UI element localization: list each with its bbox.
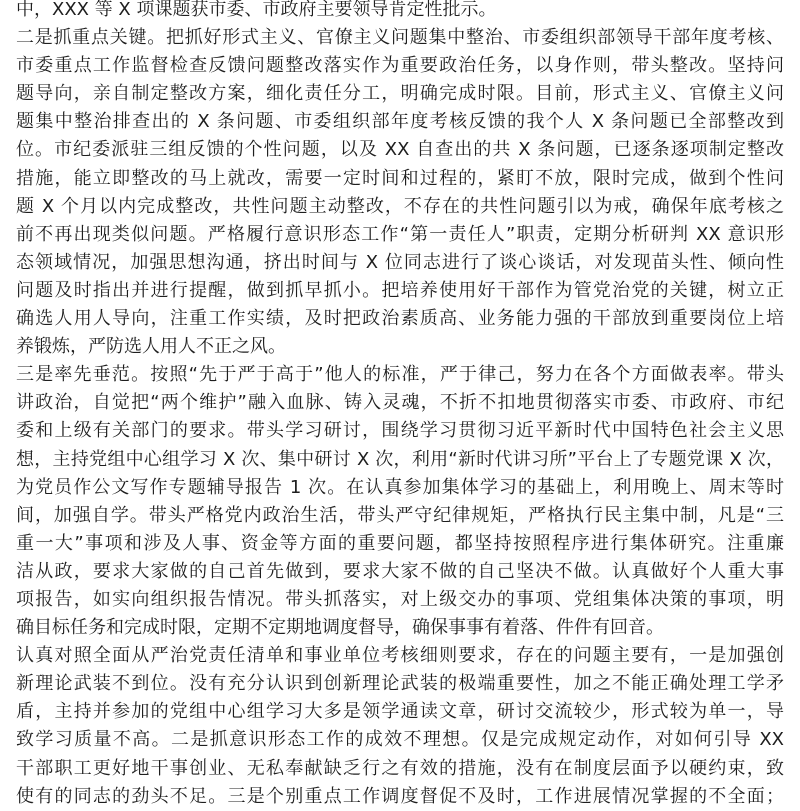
text-line: 三是率先垂范。按照“先于严于高于”他人的标准，严于律己，努力在各个方面做表率。带头 (16, 364, 784, 386)
text-line: 重一大”事项和涉及人事、资金等方面的重要问题，都坚持按照程序进行集体研究。注重廉 (16, 532, 784, 554)
text-line: 致学习质量不高。二是抓意识形态工作的成效不理想。仅是完成规定动作，对如何引导 XX (16, 729, 784, 751)
text-line: 题导向，亲自制定整改方案，细化责任分工，明确完成时限。目前，形式主义、官僚主义问 (16, 83, 784, 105)
document-body (16, 0, 784, 811)
text-line: 确目标任务和完成时限，定期不定期地调度督导，确保事事有着落、件件有回音。 (16, 617, 664, 639)
text-line: 想，主持党组中心组学习 X 次、集中研讨 X 次，利用“新时代讲习所”平台上了专题党课 X 次， (16, 448, 784, 470)
text-line: 间，加强自学。带头严格党内政治生活，带头严守纪律规矩，严格执行民主集中制，凡是“三 (16, 504, 784, 526)
text-line: 新理论武装不到位。没有充分认识到创新理论武装的极端重要性，加之不能正确处理工学矛 (16, 673, 784, 695)
text-line: 干部职工更好地干事创业、无私奉献缺乏行之有效的措施，没有在制度层面予以硬约束，致 (16, 757, 784, 779)
text-line: 认真对照全面从严治党责任清单和事业单位考核细则要求，存在的问题主要有，一是加强创 (16, 645, 784, 667)
text-line: 位。市纪委派驻三组反馈的个性问题，以及 XX 自查出的共 X 条问题，已逐条逐项制定整改 (16, 139, 784, 161)
text-line: 前不再出现类似问题。严格履行意识形态工作“第一责任人”职责，定期分析研判 XX 意识形 (16, 223, 784, 245)
text-line: 盾，主持并参加的党组中心组学习大多是领学通读文章，研讨交流较少，形式较为单一，导 (16, 701, 784, 723)
text-line: 题 X 个月以内完成整改，共性问题主动整改，不存在的共性问题引以为戒，确保年底考核之 (16, 195, 784, 217)
text-line: 二是抓重点关键。把抓好形式主义、官僚主义问题集中整治、市委组织部领导干部年度考核、 (16, 27, 784, 49)
text-line: 措施，能立即整改的马上就改，需要一定时间和过程的，紧盯不放，限时完成，做到个性问 (16, 167, 784, 189)
text-line: 项报告，如实向组织报告情况。带头抓落实，对上级交办的事项、党组集体决策的事项，明 (16, 588, 784, 610)
text-line: 市委重点工作监督检查反馈问题整改落实作为重要政治任务，以身作则，带头整改。坚持问 (16, 55, 784, 77)
text-line: 确选人用人导向，注重工作实绩，及时把政治素质高、业务能力强的干部放到重要岗位上培 (16, 308, 784, 330)
text-line: 委和上级有关部门的要求。带头学习研讨，围绕学习贯彻习近平新时代中国特色社会主义思 (16, 420, 784, 442)
text-line: 为党员作公文写作专题辅导报告 1 次。在认真参加集体学习的基础上，利用晚上、周末等时 (16, 476, 784, 498)
text-line: 问题及时指出并进行提醒，做到抓早抓小。把培养使用好干部作为管党治党的关键，树立正 (16, 279, 784, 301)
text-line: 中，XXX 等 X 项课题获市委、市政府主要领导肯定性批示。 (16, 0, 497, 20)
text-line: 态领域情况，加强思想沟通，挤出时间与 X 位同志进行了谈心谈话，对发现苗头性、倾向性 (16, 251, 784, 273)
text-line: 养锻炼，严防选人用人不正之风。 (16, 336, 286, 358)
text-line: 使有的同志的劲头不足。三是个别重点工作调度督促不及时，工作进展情况掌握的不全面； (16, 785, 784, 807)
text-line: 讲政治，自觉把“两个维护”融入血脉、铸入灵魂，不折不扣地贯彻落实市委、市政府、市纪 (16, 392, 784, 414)
text-line: 题集中整治排查出的 X 条问题、市委组织部年度考核反馈的我个人 X 条问题已全部整改到 (16, 111, 784, 133)
text-line: 洁从政，要求大家做的自己首先做到，要求大家不做的自己坚决不做。认真做好个人重大事 (16, 560, 784, 582)
